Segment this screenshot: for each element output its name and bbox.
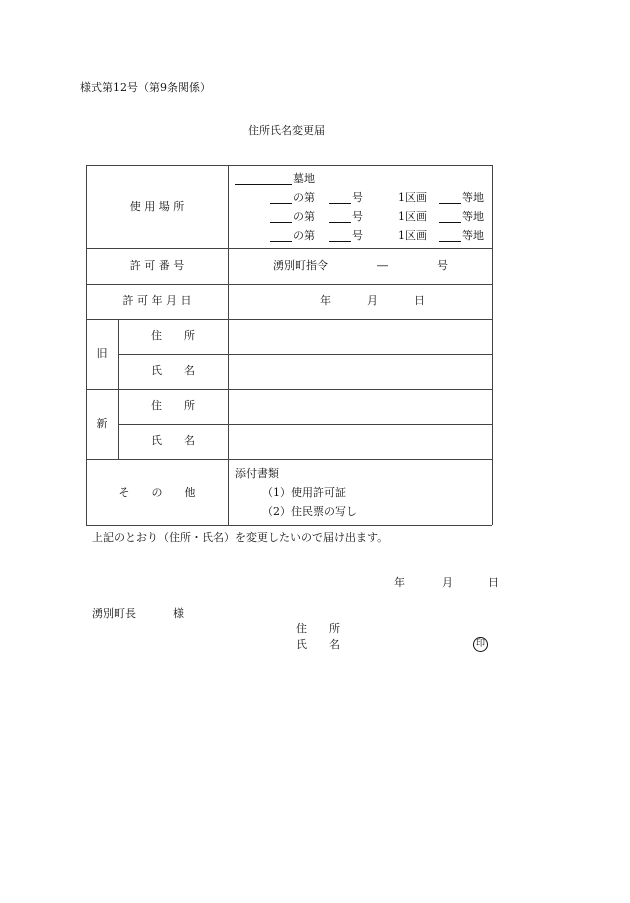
permit-no-label: 許 可 番 号 <box>129 259 185 272</box>
statement: 上記のとおり（住所・氏名）を変更したいので届け出ます。 <box>92 531 389 544</box>
old-address-label: 住 所 <box>151 329 195 342</box>
new-name-label: 氏 名 <box>151 434 195 447</box>
date-year: 年 <box>394 576 405 589</box>
cemetery-label: 墓地 <box>293 172 315 185</box>
permit-month: 月 <box>367 294 378 307</box>
addressee: 湧別町長 <box>92 607 136 620</box>
permit-day: 日 <box>414 294 425 307</box>
other-label: そ の 他 <box>118 486 196 499</box>
applicant-address-label: 住 所 <box>296 622 340 635</box>
permit-prefix: 湧別町指令 <box>273 259 328 272</box>
old-name-label: 氏 名 <box>151 364 195 377</box>
new-address-label: 住 所 <box>151 399 195 412</box>
permit-dash: ― <box>377 259 388 272</box>
honorific: 様 <box>173 607 184 620</box>
date-month: 月 <box>442 576 453 589</box>
old-label: 旧 <box>96 347 108 360</box>
form-label: 様式第12号（第9条関係） <box>80 81 211 94</box>
usage-place-label: 使 用 場 所 <box>129 200 185 213</box>
permit-year: 年 <box>320 294 331 307</box>
attachment-item: （2）住民票の写し <box>262 505 357 518</box>
applicant-name-label: 氏 名 <box>296 638 340 651</box>
new-label: 新 <box>96 417 108 430</box>
page-title: 住所氏名変更届 <box>248 124 325 137</box>
permit-go: 号 <box>437 259 448 272</box>
seal-icon: 印 <box>473 637 488 652</box>
attachments-heading: 添付書類 <box>235 467 279 480</box>
permit-date-label: 許 可 年 月 日 <box>122 294 192 307</box>
date-day: 日 <box>488 576 499 589</box>
attachment-item: （1）使用許可証 <box>262 486 346 499</box>
